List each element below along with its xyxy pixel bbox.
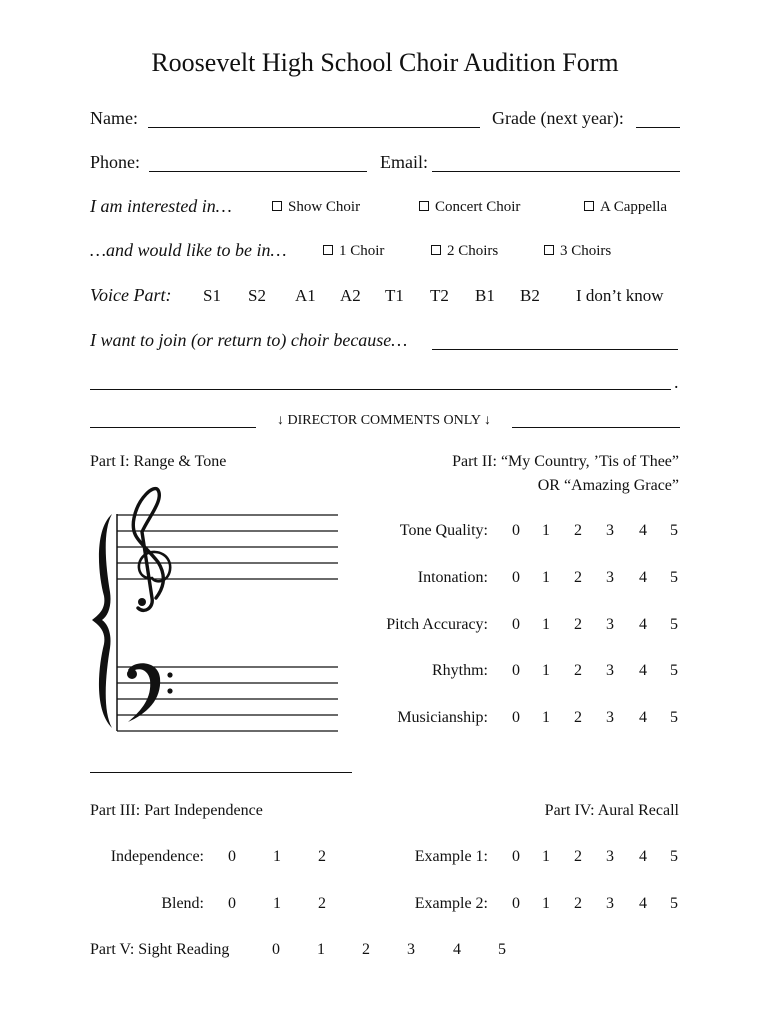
voice-option-a1[interactable]: A1: [295, 286, 316, 305]
rating-option[interactable]: 5: [670, 569, 678, 586]
rating-option[interactable]: 3: [606, 848, 614, 865]
criterion-label: Rhythm:: [431, 662, 488, 679]
option-label: 3 Choirs: [560, 243, 612, 259]
rating-option[interactable]: 4: [639, 709, 647, 726]
rating-option[interactable]: 1: [273, 895, 281, 912]
rating-option[interactable]: 4: [453, 941, 461, 958]
checkbox-icon: [419, 201, 429, 211]
part3-label: Part III: Part Independence: [90, 802, 263, 819]
rating-option[interactable]: 1: [542, 616, 550, 633]
reason-field[interactable]: [432, 349, 678, 350]
rating-option[interactable]: 1: [542, 895, 550, 912]
voice-option-unknown[interactable]: I don’t know: [576, 286, 664, 305]
rating-option[interactable]: 0: [512, 616, 520, 633]
rating-option[interactable]: 2: [574, 569, 582, 586]
rating-option[interactable]: 2: [574, 895, 582, 912]
rating-option[interactable]: 1: [542, 709, 550, 726]
part2-label: Part II: “My Country, ’Tis of Thee”: [452, 453, 679, 470]
part2-subtitle: OR “Amazing Grace”: [537, 477, 679, 494]
criterion-label: Example 1:: [414, 848, 488, 865]
rating-option[interactable]: 5: [670, 616, 678, 633]
rating-option[interactable]: 0: [228, 848, 236, 865]
voice-option-b2[interactable]: B2: [520, 286, 540, 305]
criterion-label: Intonation:: [417, 569, 488, 586]
checkbox-a-cappella[interactable]: [584, 199, 667, 216]
email-label: Email:: [380, 152, 428, 172]
criterion-label: Musicianship:: [397, 709, 488, 726]
grand-staff[interactable]: [86, 478, 346, 734]
rating-option[interactable]: 5: [670, 709, 678, 726]
checkbox-concert-choir[interactable]: [419, 199, 520, 216]
rating-option[interactable]: 2: [574, 616, 582, 633]
rating-option[interactable]: 4: [639, 662, 647, 679]
interested-label: I am interested in…: [90, 196, 232, 216]
treble-staff: [117, 515, 338, 579]
option-label: Show Choir: [288, 199, 361, 215]
rating-option[interactable]: 0: [272, 941, 280, 958]
rating-option[interactable]: 5: [670, 895, 678, 912]
rating-option[interactable]: 3: [606, 569, 614, 586]
rating-option[interactable]: 3: [606, 662, 614, 679]
choir-count-label: …and would like to be in…: [90, 240, 287, 260]
option-label: 2 Choirs: [447, 243, 499, 259]
part1-label: Part I: Range & Tone: [90, 453, 227, 470]
rating-option[interactable]: 1: [542, 569, 550, 586]
rating-option[interactable]: 0: [512, 662, 520, 679]
reason-end-period: .: [674, 372, 679, 392]
rating-option[interactable]: 1: [542, 662, 550, 679]
divider-right: [512, 427, 680, 428]
voice-option-b1[interactable]: B1: [475, 286, 495, 305]
part5-label: Part V: Sight Reading: [90, 941, 230, 958]
phone-label: Phone:: [90, 152, 141, 172]
voice-option-t2[interactable]: T2: [430, 286, 449, 305]
rating-option[interactable]: 2: [574, 662, 582, 679]
director-comments-label: ↓ DIRECTOR COMMENTS ONLY ↓: [276, 413, 492, 428]
email-field[interactable]: [432, 171, 680, 172]
rating-option[interactable]: 0: [512, 569, 520, 586]
checkbox-icon: [323, 245, 333, 255]
rating-option[interactable]: 3: [407, 941, 415, 958]
rating-option[interactable]: 3: [606, 616, 614, 633]
divider-left: [90, 427, 256, 428]
checkbox-icon: [584, 201, 594, 211]
rating-option[interactable]: 0: [228, 895, 236, 912]
criterion-label: Tone Quality:: [399, 522, 488, 539]
rating-option[interactable]: 3: [606, 895, 614, 912]
rating-option[interactable]: 2: [574, 848, 582, 865]
rating-option[interactable]: 2: [574, 522, 582, 539]
rating-option[interactable]: 1: [273, 848, 281, 865]
name-field[interactable]: [148, 127, 480, 128]
rating-option[interactable]: 4: [639, 616, 647, 633]
rating-option[interactable]: 5: [498, 941, 506, 958]
form-title: Roosevelt High School Choir Audition Form: [151, 48, 619, 77]
rating-option[interactable]: 3: [606, 522, 614, 539]
criterion-label: Pitch Accuracy:: [386, 616, 488, 633]
reason-field-line-2[interactable]: [90, 389, 671, 390]
grade-label: Grade (next year):: [492, 108, 624, 128]
option-label: Concert Choir: [435, 199, 521, 215]
rating-option[interactable]: 0: [512, 848, 520, 865]
criterion-label: Independence:: [110, 848, 204, 865]
checkbox-2-choirs[interactable]: [431, 243, 498, 260]
grade-field[interactable]: [636, 127, 680, 128]
rating-option[interactable]: 0: [512, 895, 520, 912]
option-label: 1 Choir: [339, 243, 385, 259]
checkbox-show-choir[interactable]: [272, 199, 360, 216]
voice-part-label: Voice Part:: [90, 285, 172, 305]
voice-option-s1[interactable]: S1: [203, 286, 221, 305]
brace-icon: [92, 514, 112, 728]
name-label: Name:: [90, 108, 138, 128]
checkbox-3-choirs[interactable]: [544, 243, 611, 260]
rating-option[interactable]: 1: [317, 941, 325, 958]
rating-option[interactable]: 5: [670, 848, 678, 865]
rating-option[interactable]: 2: [318, 848, 326, 865]
checkbox-icon: [272, 201, 282, 211]
rating-option[interactable]: 4: [639, 895, 647, 912]
phone-field[interactable]: [149, 171, 367, 172]
rating-option[interactable]: 1: [542, 848, 550, 865]
treble-clef-icon: [133, 489, 170, 611]
rating-option[interactable]: 0: [512, 709, 520, 726]
rating-option[interactable]: 2: [318, 895, 326, 912]
rating-option[interactable]: 5: [670, 662, 678, 679]
rating-option[interactable]: 5: [670, 522, 678, 539]
rating-option[interactable]: 2: [574, 709, 582, 726]
rating-option[interactable]: 1: [542, 522, 550, 539]
checkbox-icon: [431, 245, 441, 255]
criterion-label: Example 2:: [414, 895, 488, 912]
rating-option[interactable]: 3: [606, 709, 614, 726]
rating-option[interactable]: 0: [512, 522, 520, 539]
reason-label: I want to join (or return to) choir because…: [90, 330, 408, 350]
rating-option[interactable]: 4: [639, 569, 647, 586]
voice-option-a2[interactable]: A2: [340, 286, 361, 305]
rating-option[interactable]: 2: [362, 941, 370, 958]
voice-option-s2[interactable]: S2: [248, 286, 266, 305]
criterion-label: Blend:: [161, 895, 204, 912]
range-tone-comment-field[interactable]: [90, 772, 352, 773]
checkbox-icon: [544, 245, 554, 255]
rating-option[interactable]: 4: [639, 522, 647, 539]
checkbox-1-choir[interactable]: [323, 243, 384, 260]
option-label: A Cappella: [600, 199, 668, 215]
bass-clef-icon: [127, 663, 173, 722]
rating-option[interactable]: 4: [639, 848, 647, 865]
voice-option-t1[interactable]: T1: [385, 286, 404, 305]
part4-label: Part IV: Aural Recall: [544, 802, 679, 819]
